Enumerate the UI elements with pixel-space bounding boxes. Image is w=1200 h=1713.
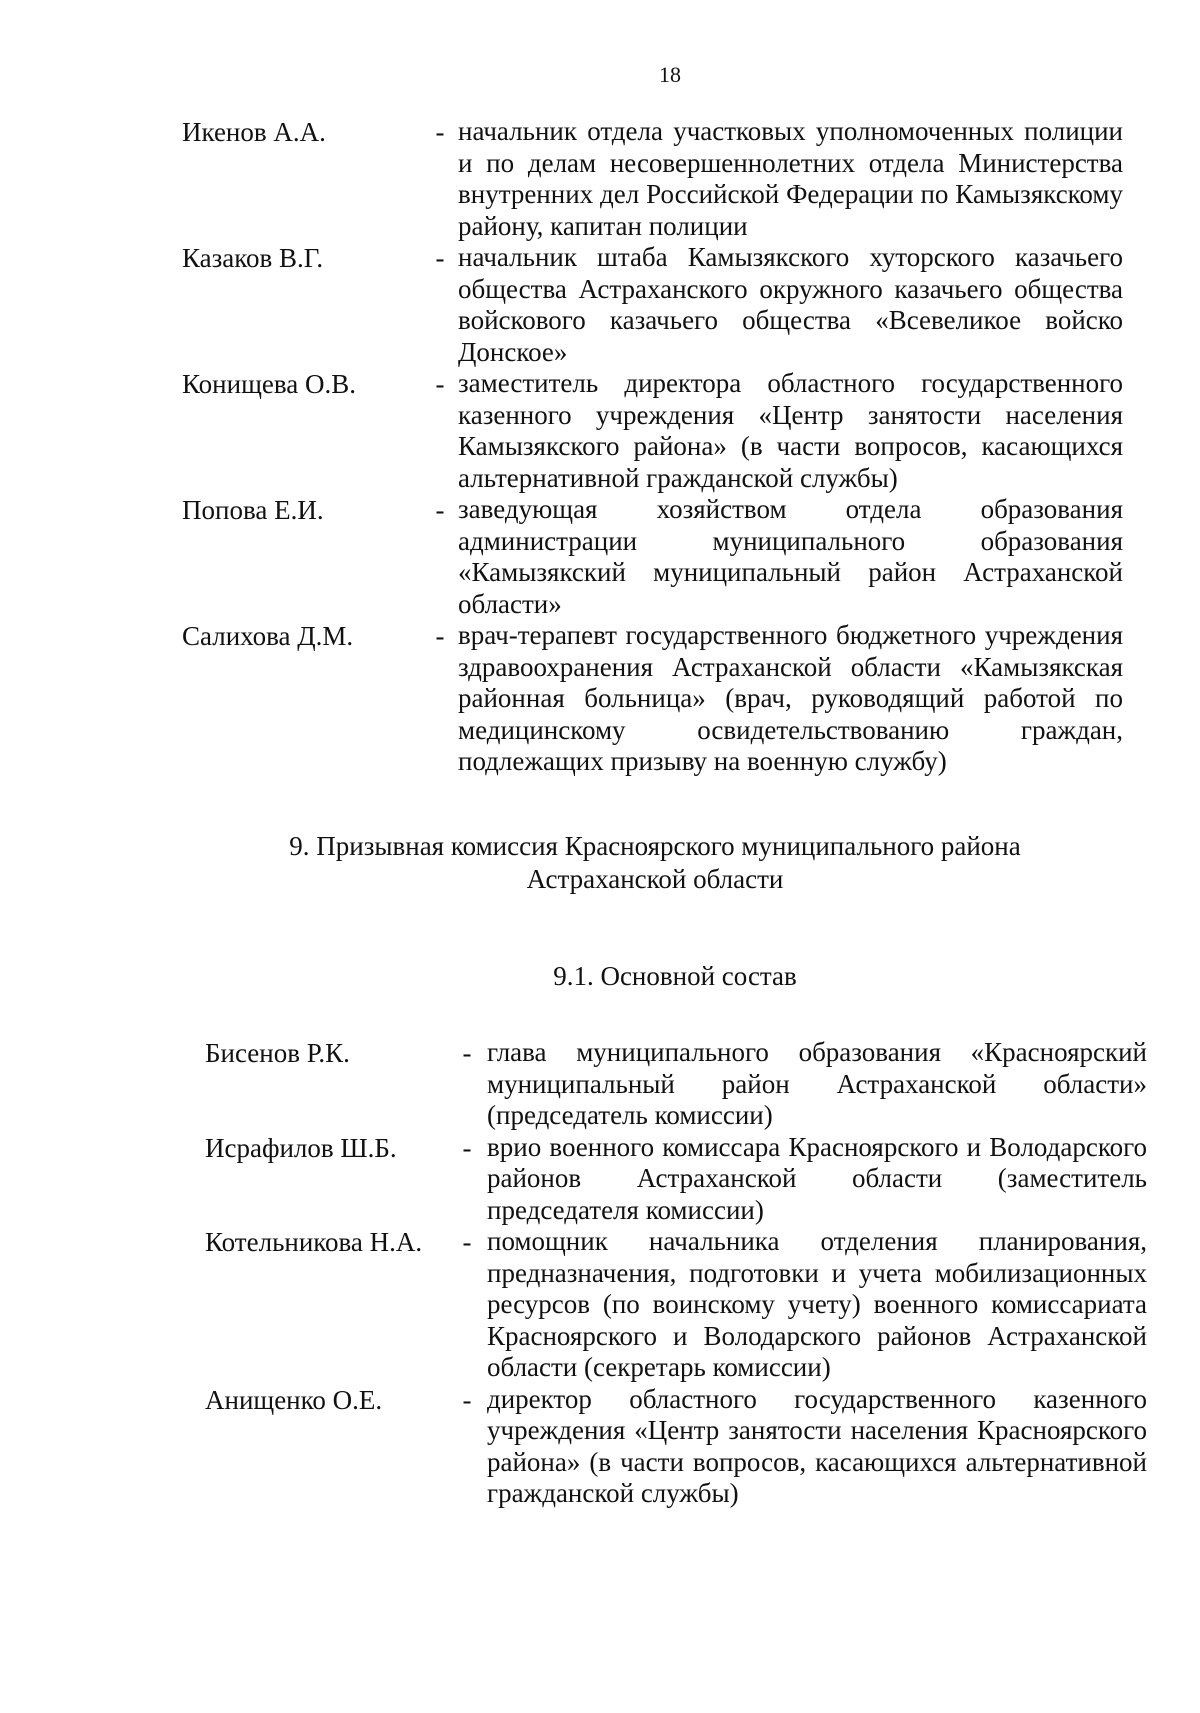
member-entry	[182, 494, 1200, 620]
member-entry	[205, 1132, 1200, 1227]
page-number: 18	[659, 62, 681, 87]
member-dash: -	[462, 1132, 472, 1163]
member-dash: -	[435, 117, 445, 147]
member-name: Анищенко О.Е.	[205, 1384, 383, 1415]
member-description: глава муниципального образования «Красноярский муниципальный район Астраханской области» (председатель комиссии)	[487, 1037, 1147, 1130]
member-name: Котельникова Н.А.	[205, 1227, 423, 1257]
section-heading	[55, 830, 1200, 896]
member-description: врио военного комиссара Красноярского и Володарского районов Астраханской области (заместитель председателя комиссии)	[487, 1131, 1147, 1225]
member-name: Салихова Д.М.	[182, 621, 354, 651]
member-entry	[182, 620, 1200, 778]
member-entry	[182, 242, 1200, 368]
subsection-heading: 9.1. Основной состав	[553, 961, 797, 991]
member-dash: -	[462, 1384, 472, 1415]
member-description: помощник начальника отделения планирования, предназначения, подготовки и учета мобилизационных ресурсов (по воинскому учету) военного комиссариата Красноярского и Володарского районов Астраханской области (секретарь комиссии)	[487, 1226, 1147, 1382]
member-name: Конищева О.В.	[182, 369, 356, 399]
member-entry	[205, 1384, 1200, 1510]
member-entry	[205, 1037, 1200, 1132]
member-description: заведующая хозяйством отдела образования администрации муниципального образования «Камызякский муниципальный район Астраханской области»	[458, 494, 1123, 619]
member-entry	[205, 1226, 1200, 1384]
member-description: начальник отдела участковых уполномоченных полиции и по делам несовершеннолетних отдела Министерства внутренних дел Российской Федерации по Камызякскому району, капитан полиции	[458, 116, 1123, 241]
member-description: начальник штаба Камызякского хуторского казачьего общества Астраханского окружного казачьего общества войскового казачьего общества «Всевеликое войско Донское»	[458, 242, 1123, 367]
member-dash: -	[462, 1038, 472, 1068]
member-name: Исрафилов Ш.Б.	[205, 1132, 397, 1163]
member-description: заместитель директора областного государственного казенного учреждения «Центр занятости населения Камызякского района» (в части вопросов, касающихся альтернативной гражданской службы)	[458, 368, 1123, 493]
member-name: Бисенов Р.К.	[205, 1038, 350, 1068]
section-heading-line: 9. Призывная комиссия Красноярского муниципального района	[289, 831, 1021, 861]
member-entry	[182, 368, 1200, 494]
member-name: Казаков В.Г.	[182, 243, 324, 273]
member-name: Попова Е.И.	[182, 495, 324, 525]
member-dash: -	[435, 369, 445, 399]
member-list-previous	[0, 116, 1200, 778]
member-description: врач-терапевт государственного бюджетного учреждения здравоохранения Астраханской области «Камызякская районная больница» (врач, руководящий работой по медицинскому освидетельствованию граждан, подлежащих призыву на военную службу)	[458, 620, 1123, 776]
member-dash: -	[462, 1227, 472, 1257]
member-name: Икенов А.А.	[182, 117, 326, 147]
member-list-main	[0, 1037, 1200, 1510]
member-dash: -	[435, 495, 445, 525]
member-dash: -	[435, 243, 445, 273]
member-description: директор областного государственного казенного учреждения «Центр занятости населения Красноярского района» (в части вопросов, касающихся альтернативной гражданской службы)	[487, 1383, 1147, 1508]
member-dash: -	[435, 621, 445, 651]
member-entry	[182, 116, 1200, 242]
section-heading-line: Астраханской области	[526, 864, 784, 894]
